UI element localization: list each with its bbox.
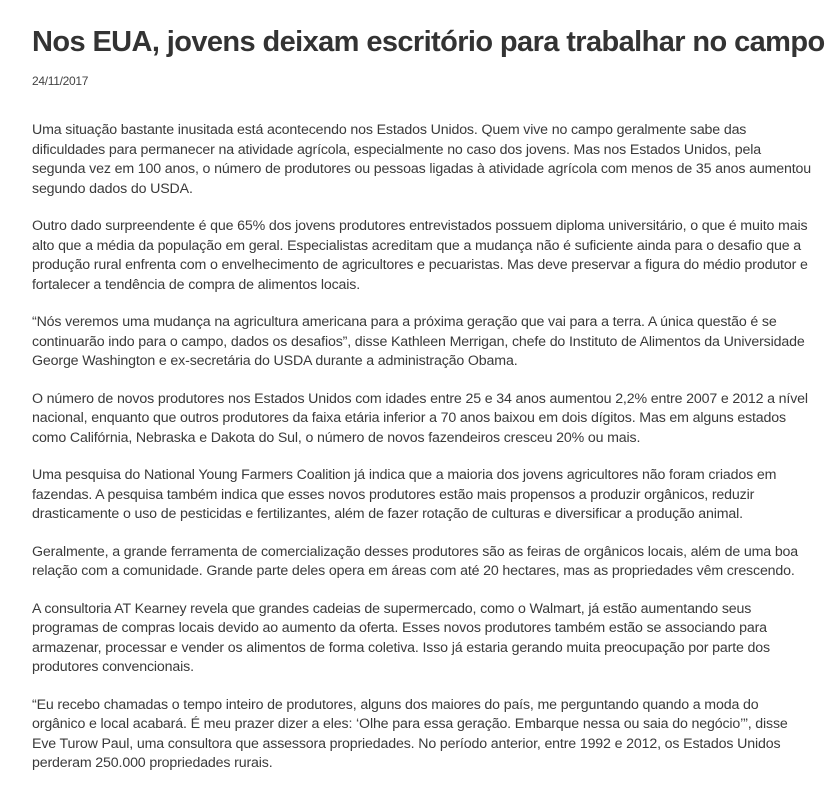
article-paragraph: Outro dado surpreendente é que 65% dos jovens produtores entrevistados possuem diploma universitário, o que é muito mais alto que a média da população em geral. Especialistas acreditam que a mudança não é suficiente ainda para o desafio que a produção rural enfrenta com o envelhecimento de agricultores e pecuaristas. Mas deve preservar a figura do médio produtor e fortalecer a tendência de compra de alimentos locais. — [32, 218, 808, 293]
article-paragraph: “Nós veremos uma mudança na agricultura americana para a próxima geração que vai para a terra. A única questão é se continuarão indo para o campo, dados os desafios”, disse Kathleen Merrigan, chefe do Instituto de Alimentos da Universidade George Washington e ex-secretária do USDA durante a administração Obama. — [32, 314, 805, 369]
article-paragraph: Uma pesquisa do National Young Farmers Coalition já indica que a maioria dos jovens agricultores não foram criados em fazendas. A pesquisa também indica que esses novos produtores estão mais propensos a produzir orgânicos, reduzir drasticamente o uso de pesticidas e fertilizantes, além de fazer rotação de culturas e diversificar a produção animal. — [32, 467, 777, 522]
article-paragraph: Geralmente, a grande ferramenta de comercialização desses produtores são as feiras de orgânicos locais, além de uma boa relação com a comunidade. Grande parte deles opera em áreas com até 20 hectares, mas as propriedades vêm crescendo. — [32, 543, 799, 579]
article-title: Nos EUA, jovens deixam escritório para trabalhar no campo — [32, 26, 825, 58]
article — [32, 0, 825, 792]
article-paragraph: Uma situação bastante inusitada está acontecendo nos Estados Unidos. Quem vive no campo geralmente sabe das dificuldades para permanecer na atividade agrícola, especialmente no caso dos jovens. Mas nos Estados Unidos, pela segunda vez em 100 anos, o número de produtores ou pessoas ligadas à atividade agrícola com menos de 35 anos aumentou segundo dados do USDA. — [32, 122, 812, 197]
article-paragraph: A consultoria AT Kearney revela que grandes cadeias de supermercado, como o Walmart, já estão aumentando seus programas de compras locais devido ao aumento da oferta. Esses novos produtores também estão se associando para armazenar, processar e vender os alimentos de forma coletiva. Isso já estaria gerando muita preocupação por parte dos produtores convencionais. — [32, 600, 770, 675]
article-paragraph: O número de novos produtores nos Estados Unidos com idades entre 25 e 34 anos aumentou 2,2% entre 2007 e 2012 a nível nacional, enquanto que outros produtores da faixa etária inferior a 70 anos baixou em dois dígitos. Mas em alguns estados como Califórnia, Nebraska e Dakota do Sul, o número de novos fazendeiros cresceu 20% ou mais. — [32, 390, 808, 446]
article-paragraph: “Eu recebo chamadas o tempo inteiro de produtores, alguns dos maiores do país, me perguntando quando a moda do orgânico e local acabará. É meu prazer dizer a eles: ‘Olhe para essa geração. Embarque nessa ou saia do negócio’”, disse Eve Turow Paul, uma consultora que assessora propriedades. No período anterior, entre 1992 e 2012, os Estados Unidos perderam 250.000 propriedades rurais. — [32, 696, 788, 771]
article-body — [32, 121, 812, 774]
article-date: 24/11/2017 — [32, 74, 89, 88]
